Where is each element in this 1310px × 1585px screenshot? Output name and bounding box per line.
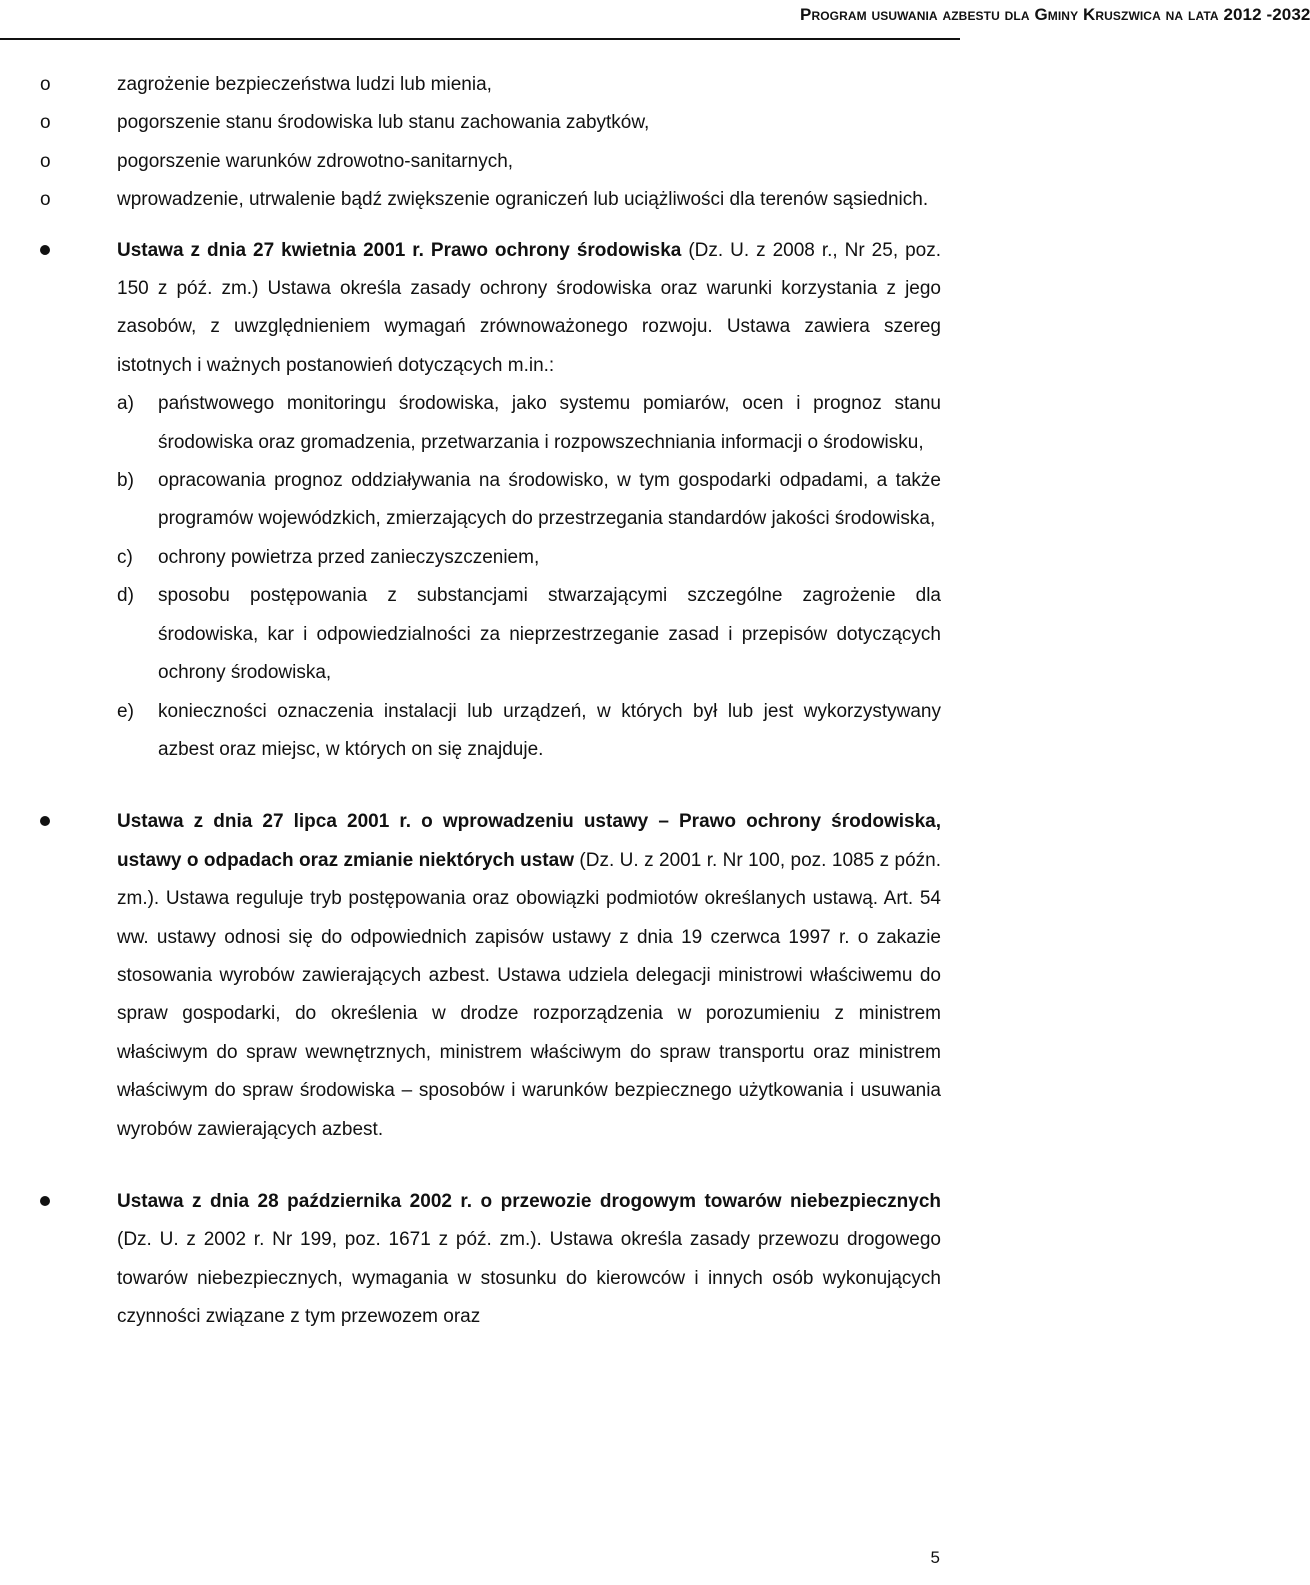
bullet-icon (40, 816, 50, 826)
sub-list-item-text: konieczności oznaczenia instalacji lub urządzeń, w których był lub jest wykorzystywany azbest oraz miejsc, w których on się znajduje. (158, 700, 941, 760)
act-body: (Dz. U. z 2008 r., Nr 25, poz. 150 z póź. zm.) Ustawa określa zasady ochrony środowiska oraz warunki korzystania z jego zasobów, z uwzględnieniem wymagań zrównoważonego rozwoju. Ustawa zawiera szereg istotnych i ważnych postanowień dotyczących m.in.: (117, 239, 941, 376)
sub-list-item (117, 539, 941, 577)
page-content (40, 66, 941, 1337)
list-item-text: wprowadzenie, utrwalenie bądź zwiększenie ograniczeń lub uciążliwości dla terenów sąsiednich. (117, 189, 929, 211)
list-marker: o (40, 150, 51, 172)
list-item (40, 104, 941, 142)
sub-list-item-text: państwowego monitoringu środowiska, jako systemu pomiarów, ocen i prognoz stanu środowiska oraz gromadzenia, przetwarzania i rozpowszechniania informacji o środowisku, (158, 393, 941, 453)
sub-list-item (117, 693, 941, 770)
page-number: 5 (930, 1548, 940, 1567)
sub-list-item-text: opracowania prognoz oddziaływania na środowisko, w tym gospodarki odpadami, a także programów wojewódzkich, zmierzających do przestrzegania standardów jakości środowiska, (158, 470, 941, 530)
list-marker: o (40, 74, 51, 95)
act-item (40, 1183, 941, 1337)
list-item (40, 181, 941, 219)
bullet-icon (40, 245, 50, 255)
list-marker: o (40, 189, 51, 211)
act-item (40, 803, 941, 1149)
sub-list-marker: a) (117, 393, 134, 415)
act-title: Ustawa z dnia 27 lipca 2001 r. o wprowadzeniu ustawy – Prawo ochrony środowiska, ustawy o odpadach oraz zmianie niektórych ustaw (117, 811, 941, 871)
list-item-text: pogorszenie stanu środowiska lub stanu zachowania zabytków, (117, 112, 650, 134)
list-item (40, 143, 941, 181)
list-item-text: pogorszenie warunków zdrowotno-sanitarnych, (117, 150, 514, 172)
sub-list-item-text: ochrony powietrza przed zanieczyszczeniem, (158, 546, 540, 568)
sub-list-marker: d) (117, 585, 134, 607)
act-title: Ustawa z dnia 27 kwietnia 2001 r. Prawo ochrony środowiska (117, 239, 682, 261)
sub-list-item (117, 577, 941, 692)
sub-list-item (117, 385, 941, 462)
document-title: Program usuwania azbestu dla Gminy Kruszwica na lata 2012 -2032 (800, 5, 1310, 24)
page-header (0, 0, 1310, 40)
sub-list-marker: b) (117, 470, 134, 492)
sub-list (117, 385, 941, 769)
act-title: Ustawa z dnia 28 października 2002 r. o przewozie drogowym towarów niebezpiecznych (117, 1190, 941, 1212)
list-item-text: zagrożenie bezpieczeństwa ludzi lub mienia, (117, 74, 492, 95)
act-item (40, 232, 941, 770)
act-body: (Dz. U. z 2002 r. Nr 199, poz. 1671 z póź. zm.). Ustawa określa zasady przewozu drogowego towarów niebezpiecznych, wymagania w stosunku do kierowców i innych osób wykonujących czynności związane z tym przewozem oraz (117, 1229, 941, 1328)
act-body: (Dz. U. z 2001 r. Nr 100, poz. 1085 z późn. zm.). Ustawa reguluje tryb postępowania oraz obowiązki podmiotów określanych ustawą. Art. 54 ww. ustawy odnosi się do odpowiednich zapisów ustawy z dnia 19 czerwca 1997 r. o zakazie stosowania wyrobów zawierających azbest. Ustawa udziela delegacji ministrowi właściwemu do spraw gospodarki, do określenia w drodze rozporządzenia w porozumieniu z ministrem właściwym do spraw wewnętrznych, ministrem właściwym do spraw transportu oraz ministrem właściwym do spraw środowiska – sposobów i warunków bezpiecznego użytkowania i usuwania wyrobów zawierających azbest. (117, 849, 941, 1140)
list-item (40, 66, 941, 104)
bullet-icon (40, 1196, 50, 1206)
sub-list-item (117, 462, 941, 539)
sub-list-marker: e) (117, 700, 134, 722)
list-marker: o (40, 112, 51, 134)
sub-list-item-text: sposobu postępowania z substancjami stwarzającymi szczególne zagrożenie dla środowiska, kar i odpowiedzialności za nieprzestrzeganie zasad i przepisów dotyczących ochrony środowiska, (158, 585, 941, 684)
o-list (40, 66, 941, 220)
sub-list-marker: c) (117, 546, 133, 568)
